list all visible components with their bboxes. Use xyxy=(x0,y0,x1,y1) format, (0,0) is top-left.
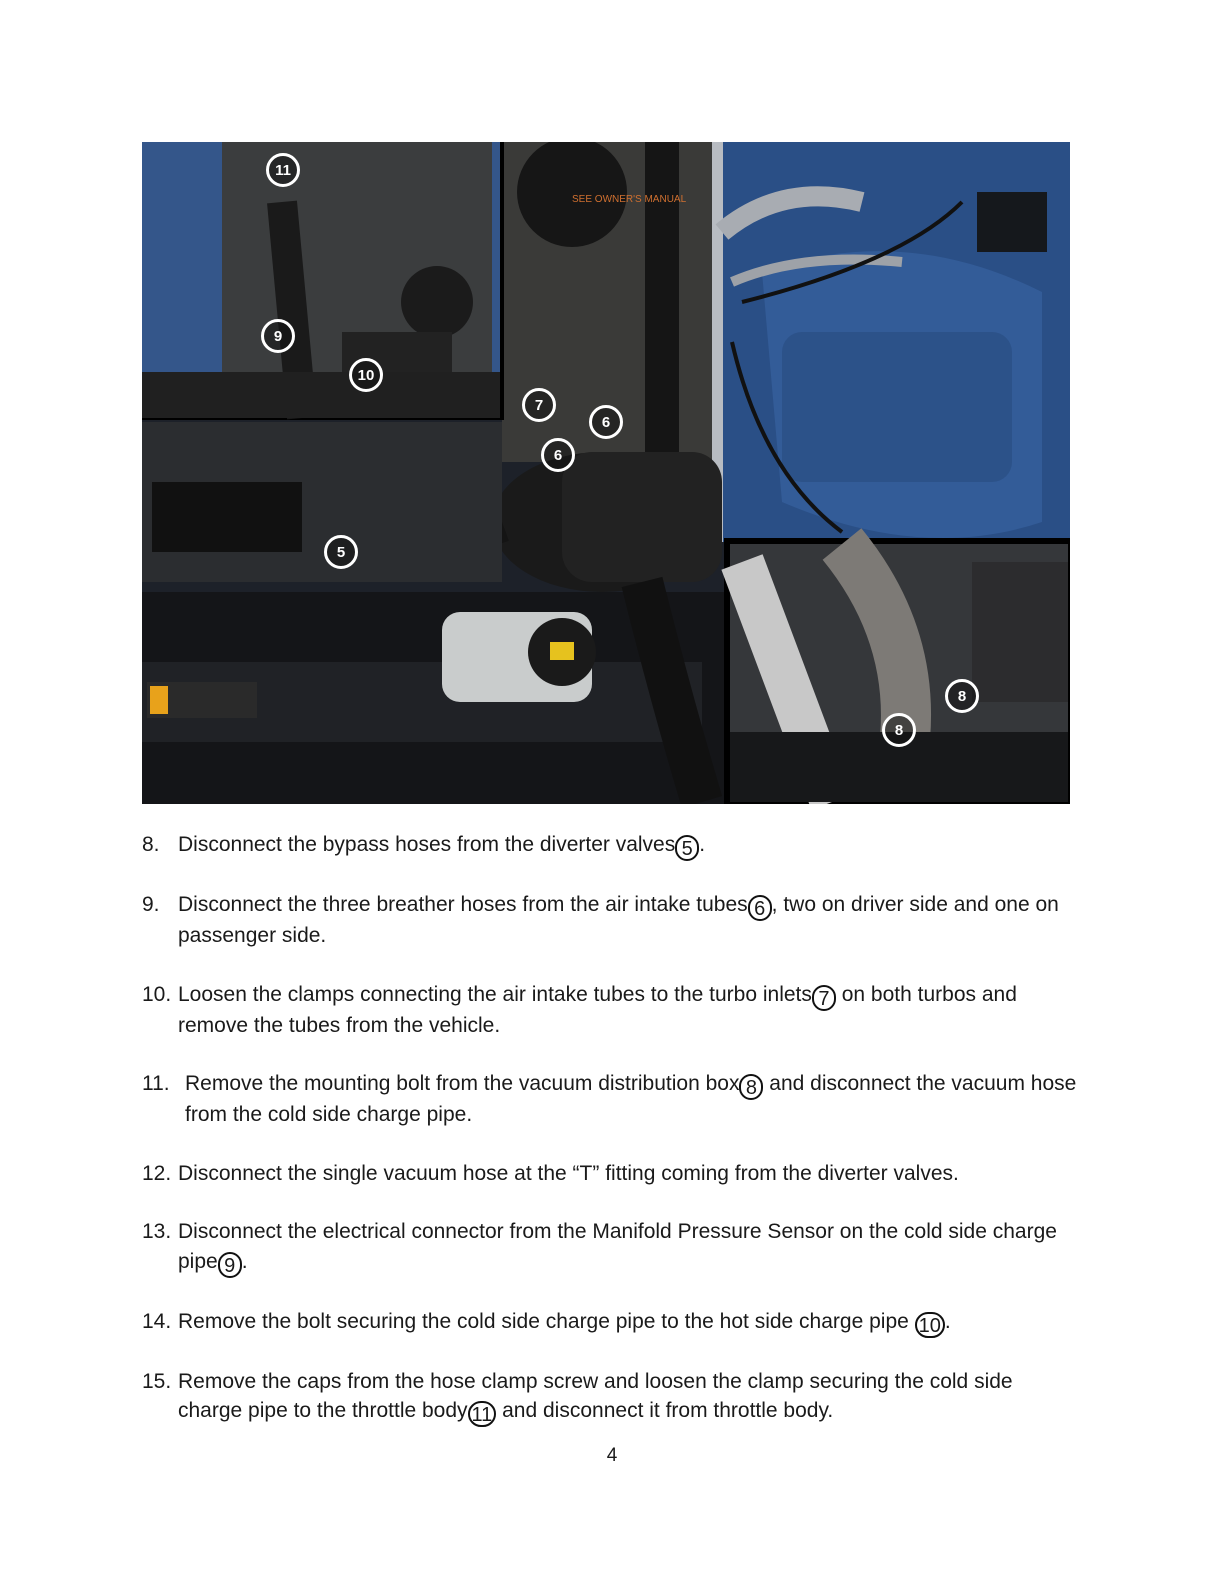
step-number: 15. xyxy=(142,1369,172,1393)
step-number: 13. xyxy=(142,1220,172,1243)
ref-badge: 11 xyxy=(468,1401,497,1427)
engine-bay-illustration xyxy=(142,142,1070,804)
step-13 xyxy=(142,1217,1082,1278)
step-number: 12. xyxy=(142,1161,172,1185)
step-8 xyxy=(142,830,1082,861)
step-12 xyxy=(142,1159,1082,1189)
step-text-after: on both turbos and remove the tubes from the vehicle. xyxy=(178,982,1017,1037)
step-number: 9. xyxy=(142,893,160,916)
cap-label: SEE OWNER'S MANUAL xyxy=(572,194,687,205)
step-text-after: . xyxy=(241,1249,248,1273)
step-text: Disconnect the bypass hoses from the diverter valves xyxy=(178,833,676,856)
callout-5: 5 xyxy=(324,535,358,569)
step-number: 8. xyxy=(142,833,160,856)
step-11 xyxy=(142,1069,1082,1130)
ref-badge: 8 xyxy=(739,1074,763,1100)
step-text-after: . xyxy=(699,833,706,856)
ref-badge: 6 xyxy=(748,895,772,921)
callout-8-lower: 8 xyxy=(882,713,916,747)
callout-6-driver: 6 xyxy=(541,438,575,472)
step-text: Remove the caps from the hose clamp screw and loosen the clamp securing the cold side charge pipe to the throttle body xyxy=(178,1369,1013,1422)
callout-7: 7 xyxy=(522,388,556,422)
callout-8-upper: 8 xyxy=(945,679,979,713)
callout-9: 9 xyxy=(261,319,295,353)
step-text-after: and disconnect the vacuum hose from the cold side charge pipe. xyxy=(185,1072,1077,1126)
callout-10: 10 xyxy=(349,358,383,392)
engine-bay-photo xyxy=(142,142,1070,804)
step-text: Disconnect the three breather hoses from the air intake tubes xyxy=(178,893,748,916)
step-number: 10. xyxy=(142,982,172,1006)
instruction-steps xyxy=(142,830,1082,1456)
step-text-after: and disconnect it from throttle body. xyxy=(496,1399,834,1422)
step-number: 11. xyxy=(142,1072,170,1095)
callout-11: 11 xyxy=(266,153,300,187)
step-10 xyxy=(142,980,1082,1041)
step-text: Disconnect the electrical connector from the Manifold Pressure Sensor on the cold side charge pipe xyxy=(178,1220,1057,1273)
step-9 xyxy=(142,890,1082,951)
step-text: Remove the bolt securing the cold side charge pipe to the hot side charge pipe xyxy=(178,1309,915,1333)
callout-6-passenger: 6 xyxy=(589,405,623,439)
step-14 xyxy=(142,1307,1082,1338)
step-text-after: . xyxy=(944,1309,951,1333)
step-text: Disconnect the single vacuum hose at the “T” fitting coming from the diverter valves. xyxy=(178,1161,959,1185)
step-text: Remove the mounting bolt from the vacuum distribution box xyxy=(185,1072,740,1095)
step-text-after: , two on driver side and one on passenger side. xyxy=(178,893,1059,947)
ref-badge: 10 xyxy=(915,1312,945,1338)
step-text: Loosen the clamps connecting the air intake tubes to the turbo inlets xyxy=(178,982,812,1006)
ref-badge: 9 xyxy=(218,1252,242,1278)
step-15 xyxy=(142,1367,1082,1428)
ref-badge: 7 xyxy=(812,985,836,1011)
ref-badge: 5 xyxy=(675,835,699,861)
step-number: 14. xyxy=(142,1309,172,1333)
page-number: 4 xyxy=(606,1445,618,1466)
